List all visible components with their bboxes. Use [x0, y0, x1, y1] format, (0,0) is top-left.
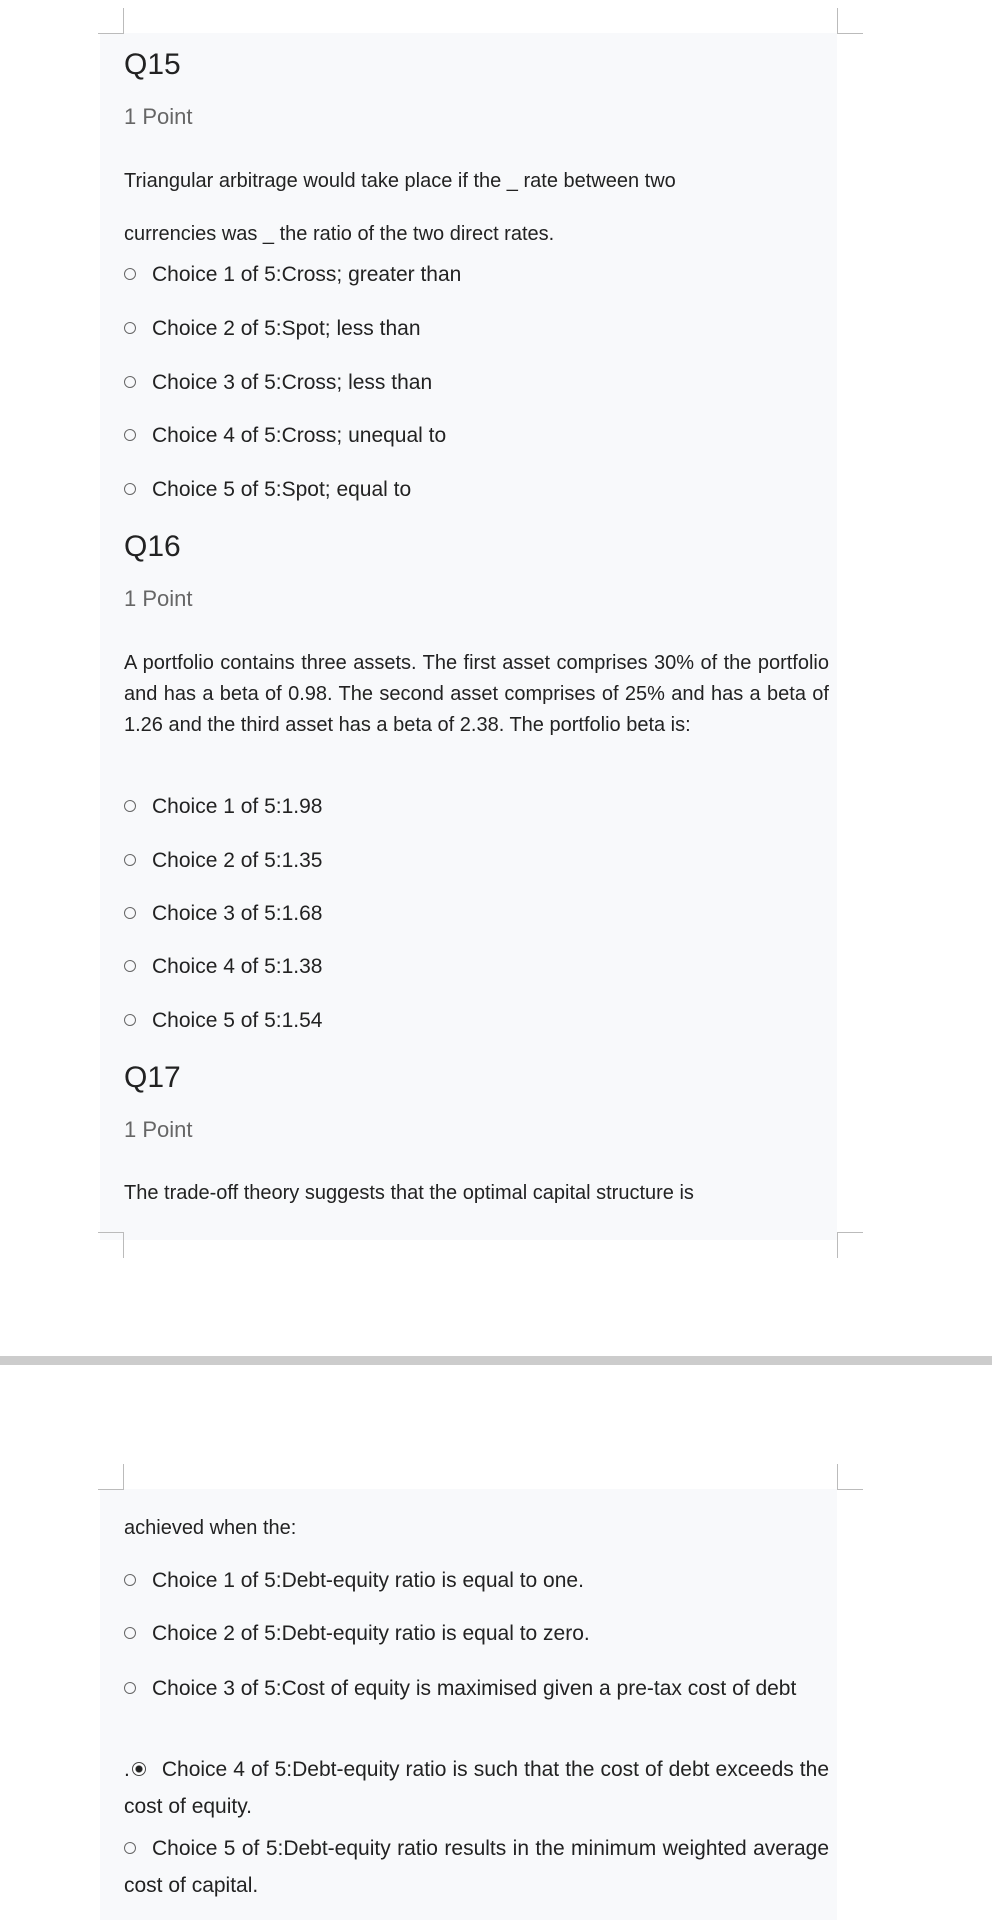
- q17-choice-1[interactable]: [124, 1569, 584, 1593]
- choice-label: Choice 1 of 5:Debt-equity ratio is equal to one.: [152, 1569, 584, 1592]
- radio-button-icon[interactable]: [124, 268, 136, 280]
- question-points: 1 Point: [124, 586, 193, 611]
- q16-choice-4[interactable]: [124, 955, 322, 979]
- choice-label: Choice 4 of 5:1.38: [152, 955, 323, 978]
- choice-label: Choice 3 of 5:1.68: [152, 902, 323, 925]
- q17-choice-4[interactable]: [124, 1751, 829, 1825]
- question-points: 1 Point: [124, 104, 193, 129]
- choice-label: Choice 2 of 5:1.35: [152, 849, 323, 872]
- q16-choice-5[interactable]: [124, 1009, 322, 1033]
- radio-button-icon[interactable]: [124, 854, 136, 866]
- crop-mark: [837, 8, 863, 34]
- crop-mark: [98, 1232, 124, 1258]
- crop-mark: [837, 1232, 863, 1258]
- question-text: A portfolio contains three assets. The first asset comprises 30% of the portfolio and has a beta of 0.98. The second asset comprises of 25% and has a beta of 1.26 and the third asset has a beta of 2.38. The portfolio beta is:: [124, 652, 829, 736]
- choice-label: Choice 2 of 5:Debt-equity ratio is equal to zero.: [152, 1622, 590, 1645]
- q15-choice-5[interactable]: [124, 478, 411, 502]
- q16-choice-1[interactable]: [124, 795, 322, 819]
- page-1: [100, 33, 837, 1240]
- choice-label: Choice 1 of 5:Cross; greater than: [152, 263, 462, 286]
- question-text-continued: achieved when the:: [124, 1517, 297, 1539]
- question-text: currencies was _ the ratio of the two direct rates.: [124, 223, 555, 245]
- choice-label: Choice 3 of 5:Cross; less than: [152, 371, 433, 394]
- q16-choice-2[interactable]: [124, 849, 322, 873]
- q15-choice-1[interactable]: [124, 263, 461, 287]
- choice-label: Choice 5 of 5:1.54: [152, 1009, 323, 1032]
- crop-mark: [837, 1464, 863, 1490]
- radio-button-icon[interactable]: [124, 1627, 136, 1639]
- question-points: 1 Point: [124, 1117, 193, 1142]
- q15-choice-3[interactable]: [124, 371, 432, 395]
- selection-prefix: .: [124, 1758, 130, 1781]
- radio-button-icon[interactable]: [124, 429, 136, 441]
- crop-mark: [98, 1464, 124, 1490]
- page-separator: [0, 1356, 992, 1365]
- question-title: Q16: [124, 530, 181, 563]
- radio-button-icon[interactable]: [124, 483, 136, 495]
- choice-label: Choice 5 of 5:Debt-equity ratio results in the minimum weighted average cost of capital.: [124, 1837, 829, 1897]
- question-text: Triangular arbitrage would take place if the _ rate between two: [124, 170, 676, 192]
- question-text: The trade-off theory suggests that the optimal capital structure is: [124, 1182, 694, 1204]
- choice-label: Choice 5 of 5:Spot; equal to: [152, 478, 412, 501]
- radio-button-icon[interactable]: [124, 1014, 136, 1026]
- q17-choice-2[interactable]: [124, 1622, 590, 1646]
- radio-button-icon[interactable]: [124, 1574, 136, 1586]
- choice-label: Choice 4 of 5:Cross; unequal to: [152, 424, 447, 447]
- choice-label: Choice 4 of 5:Debt-equity ratio is such that the cost of debt exceeds the cost of equity.: [124, 1758, 829, 1818]
- q15-choice-2[interactable]: [124, 317, 421, 341]
- radio-button-icon[interactable]: [124, 322, 136, 334]
- question-title: Q15: [124, 48, 181, 81]
- q17-choice-5[interactable]: [124, 1830, 829, 1904]
- radio-button-icon[interactable]: [124, 800, 136, 812]
- radio-button-icon[interactable]: [124, 1682, 136, 1694]
- q15-choice-4[interactable]: [124, 424, 446, 448]
- choice-label: Choice 2 of 5:Spot; less than: [152, 317, 421, 340]
- radio-button-icon[interactable]: [124, 376, 136, 388]
- choice-label: Choice 3 of 5:Cost of equity is maximised given a pre-tax cost of debt: [152, 1677, 797, 1700]
- q17-choice-3[interactable]: [124, 1670, 829, 1707]
- radio-button-selected-icon[interactable]: [132, 1762, 146, 1776]
- radio-button-icon[interactable]: [124, 960, 136, 972]
- radio-button-icon[interactable]: [124, 1842, 136, 1854]
- radio-button-icon[interactable]: [124, 907, 136, 919]
- q16-choice-3[interactable]: [124, 902, 322, 926]
- crop-mark: [98, 8, 124, 34]
- choice-label: Choice 1 of 5:1.98: [152, 795, 323, 818]
- question-title: Q17: [124, 1061, 181, 1094]
